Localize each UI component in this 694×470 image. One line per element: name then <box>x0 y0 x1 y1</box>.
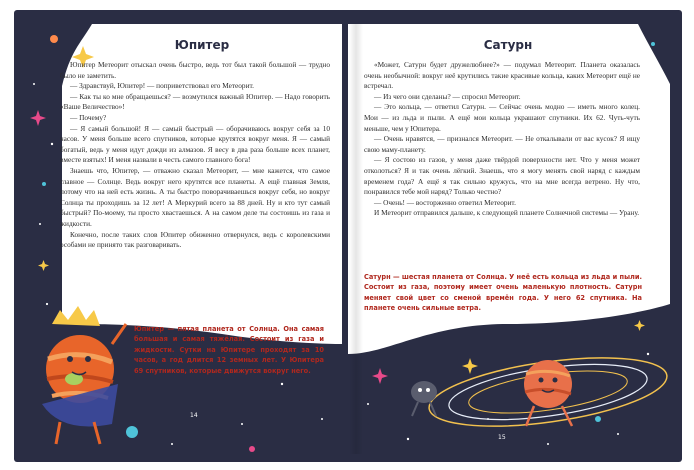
paragraph: — Очень! — восторженно ответил Метеорит. <box>374 197 516 207</box>
page-title: Сатурн <box>483 38 533 52</box>
paragraph: Юпитер Метеорит отыскал очень быстро, ведь тот был такой большой — трудно было не заметить. <box>60 60 330 80</box>
planet-fact: Сатурн — шестая планета от Солнца. У неё есть кольца из льда и пыли. Состоит из газа, поэтому имеет очень маленькую плотность. Сатурн меняет свой цвет со сменой времён года. У него 62 спутника. На планете очень сильные ветра. <box>364 273 642 313</box>
paragraph: — Это кольца, — ответил Сатурн. — Сейчас очень модно — иметь много колец. Мои — из льда и пыли. А ещё мои кольца украшают спутники. Их 62. Чуть-чуть меньше, чем у Юпитера. <box>364 102 640 133</box>
story-text <box>60 60 330 251</box>
paragraph: — Почему? <box>70 112 107 122</box>
right-page <box>348 24 670 454</box>
story-text <box>364 60 640 219</box>
paragraph: — Очень нравятся, — признался Метеорит. — Не откалывали от вас кусок? Я ищу свою маму-планету. <box>364 134 640 154</box>
planet-fact: Юпитер — пятая планета от Солнца. Она самая большая и самая тяжёлая. Состоит из газа и жидкости. Сутки на Юпитере проходят за 10 часов, а год длится 12 земных лет. У Юпитера 69 спутников, которые движутся вокруг него. <box>134 325 324 375</box>
page-number: 15 <box>498 434 506 441</box>
paragraph: — Я самый большой! Я — самый быстрый — оборачиваюсь вокруг себя за 10 часов. У меня больше всего спутников, которые крутятся вокруг меня. Я — самый богатый, ведь у меня идут дожди из алмазов. Я весу в два раза больше всех планет, вместе взятых! И меня назвали в честь самого главного бога! <box>60 123 330 165</box>
paragraph: Конечно, после таких слов Юпитер обиженно отвернулся, ведь с королевскими особами не принято так разговаривать. <box>60 229 330 250</box>
paragraph: «Может, Сатурн будет дружелюбнее?» — подумал Метеорит. Планета оказалась очень необычной: вокруг неё крутились такие красивые кольца, каких Метеорит ещё не встречал. <box>364 60 640 91</box>
page-number: 14 <box>190 412 198 419</box>
paragraph: — Из чего они сделаны? — спросил Метеорит. <box>374 91 521 101</box>
left-page <box>22 24 342 454</box>
paragraph: — Я состою из газов, у меня даже твёрдой поверхности нет. Что у меня может отколоться? Я и так очень лёгкий. Знаешь, что я могу менять свой наряд с каждым временем года? А ещё я так сильно кружусь, что на мне всегда ветрено. Ну что, понравился тебе мой наряд? Только честно? <box>364 155 640 197</box>
page-title: Юпитер <box>174 38 230 52</box>
paragraph: — Здравствуй, Юпитер! — поприветствовал его Метеорит. <box>70 81 254 91</box>
book-cover <box>14 10 682 462</box>
paragraph: Знаешь что, Юпитер, — отважно сказал Метеорит, — мне кажется, что самое главное — Солнце. Ведь вокруг него крутятся все планеты. А ещё главная Земля, потому что на ней есть жизнь. А ты быстро поворачиваешься вокруг себя, но вокруг Солнца ты проходишь за 12 лет! А Меркурий всего за 88 дней. Ну и кто тут самый быстрый? По-моему, ты просто хвастаешься. А на самом деле ты состоишь из газа и жидкости. <box>60 165 330 228</box>
paragraph: И Метеорит отправился дальше, к следующей планете Солнечной системы — Урану. <box>374 208 640 218</box>
paragraph: — Как ты ко мне обращаешься? — возмутился важный Юпитер. — Надо говорить «Ваше Величество»! <box>60 91 330 112</box>
